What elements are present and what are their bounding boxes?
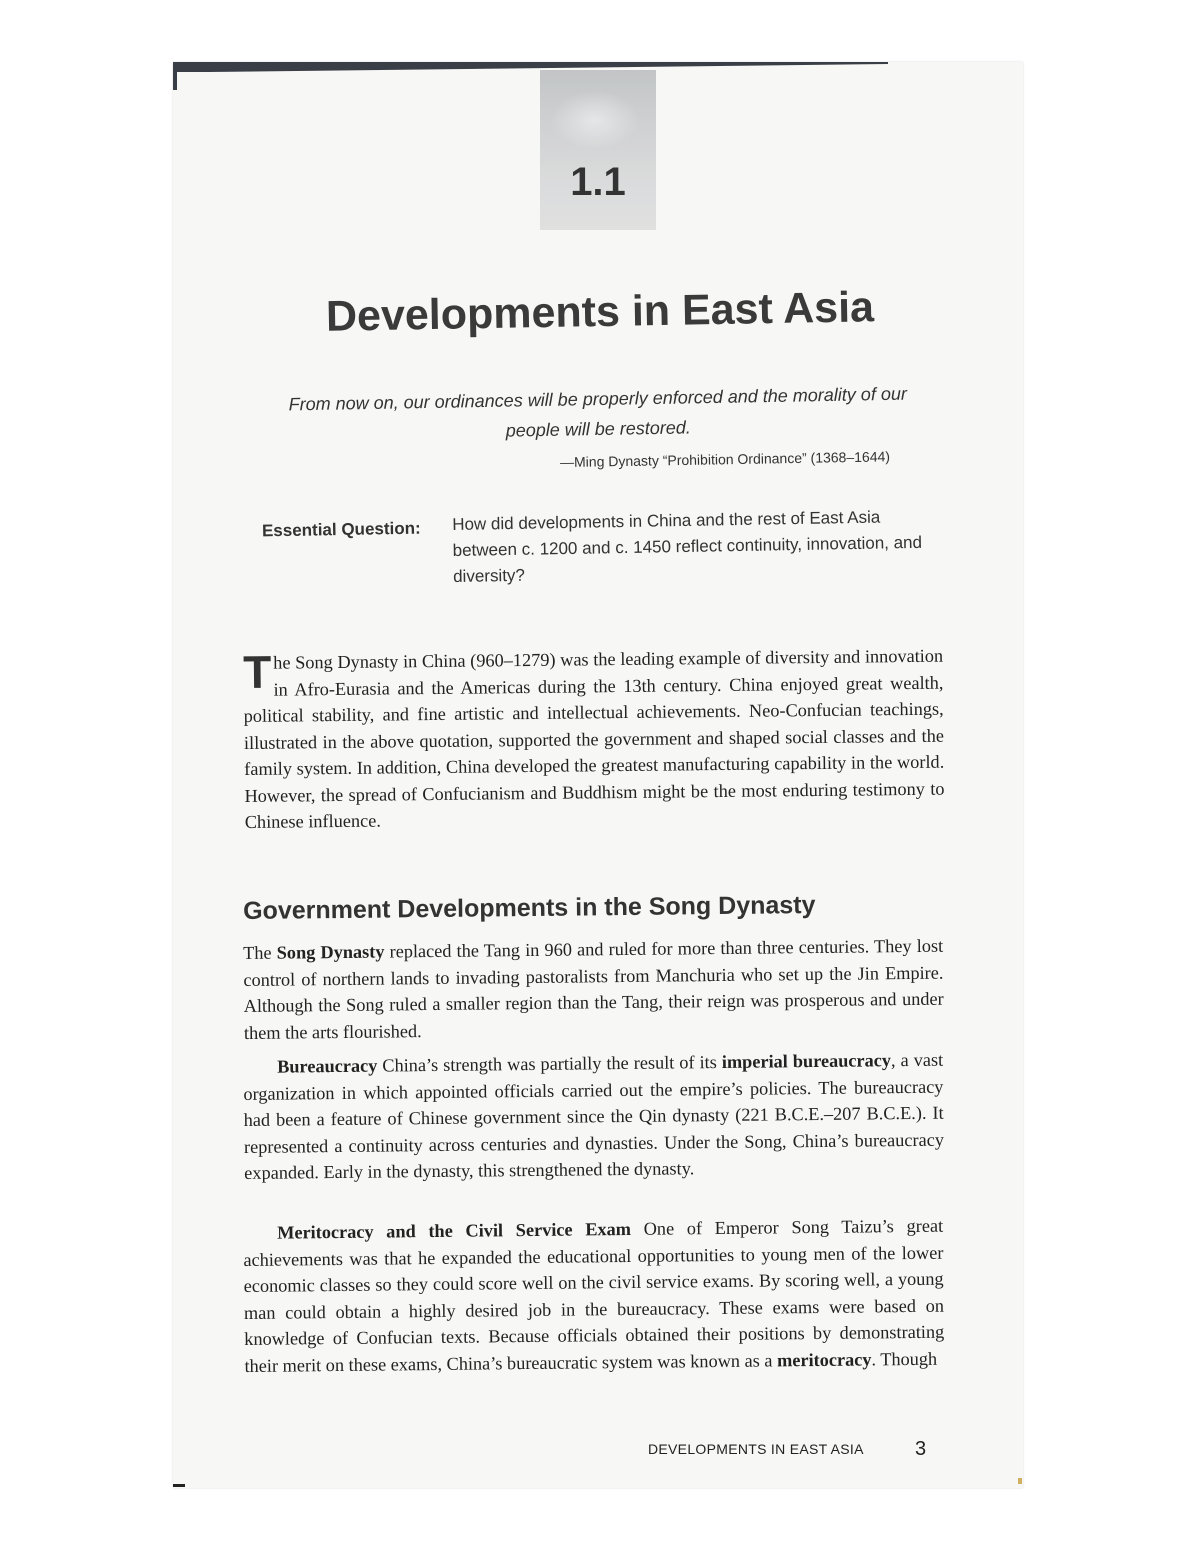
running-footer-title: DEVELOPMENTS IN EAST ASIA	[648, 1441, 864, 1457]
page-bottom-mark	[173, 1484, 185, 1487]
page-title: Developments in East Asia	[325, 283, 875, 341]
paragraph-meritocracy	[243, 1213, 945, 1379]
epigraph-line-2: people will be restored.	[505, 417, 691, 441]
term-song-dynasty: Song Dynasty	[276, 941, 385, 963]
p2-text-1: China’s strength was partially the result of its	[377, 1051, 722, 1076]
drop-cap: T	[242, 645, 272, 698]
epigraph	[248, 378, 949, 450]
p3-text-1: One of Emperor Song Taizu’s great achievements was that he expanded the educational opportunities to young men of the lower economic classes so they could score well on the civil service exams. By scoring well, a young man could obtain a highly desired job in the bureaucracy. These exams were based on knowledge of Confucian texts. Because officials obtained their positions by demonstrating their merit on these exams, China’s bureaucratic system was known as a	[243, 1215, 945, 1376]
p2-text-2: , a vast organization in which appointed officials carried out the empire’s policies. The bureaucracy had been a feature of Chinese government since the Qin dynasty (221 B.C.E.–207 B.C.E.). It represented a continuity across centuries and dynasties. Under the Song, China’s bureaucracy expanded. Early in the dynasty, this strengthened the dynasty.	[243, 1049, 945, 1183]
subhead-bureaucracy: Bureaucracy	[277, 1055, 378, 1077]
paragraph-song-dynasty	[243, 933, 944, 1046]
epigraph-attribution: —Ming Dynasty “Prohibition Ordinance” (1368–1644)	[559, 448, 891, 471]
epigraph-line-1: From now on, our ordinances will be properly enforced and the morality of our	[288, 383, 908, 415]
chapter-number: 1.1	[570, 160, 626, 204]
section-heading: Government Developments in the Song Dynasty	[243, 891, 816, 925]
subhead-meritocracy: Meritocracy and the Civil Service Exam	[277, 1218, 632, 1243]
essential-question-text: How did developments in China and the rest of East Asia between c. 1200 and c. 1450 reflect continuity, innovation, and diversity?	[452, 507, 923, 586]
p1-text-after: replaced the Tang in 960 and ruled for more than three centuries. They lost control of northern lands to invading pastoralists from Manchuria who set up the Jin Empire. Although the Song ruled a smaller region than the Tang, their reign was prosperous and under them the arts flourished.	[243, 935, 944, 1043]
essential-question-label: Essential Question:	[261, 518, 421, 541]
page-left-edge	[173, 62, 177, 90]
page-number: 3	[915, 1438, 927, 1460]
paragraph-bureaucracy	[243, 1047, 944, 1187]
term-imperial-bureaucracy: imperial bureaucracy	[721, 1050, 892, 1072]
chapter-image-box	[540, 70, 656, 230]
intro-text: he Song Dynasty in China (960–1279) was the leading example of diversity and innovation in Afro-Eurasia and the Americas during the 13th century. China enjoyed great wealth, political stability, and fine artistic and intellectual achievements. Neo-Confucian teachings, illustrated in the above quotation, supported the government and shaped social classes and the family system. In addition, China developed the greatest manufacturing capability in the world. However, the spread of Confucianism and Buddhism might be the most enduring testimony to Chinese influence.	[243, 645, 945, 832]
page-right-mark	[1018, 1478, 1022, 1484]
intro-paragraph	[243, 643, 945, 836]
term-meritocracy: meritocracy	[776, 1348, 872, 1370]
p1-text-before: The	[243, 942, 277, 963]
p3-text-2: . Though	[871, 1348, 938, 1369]
